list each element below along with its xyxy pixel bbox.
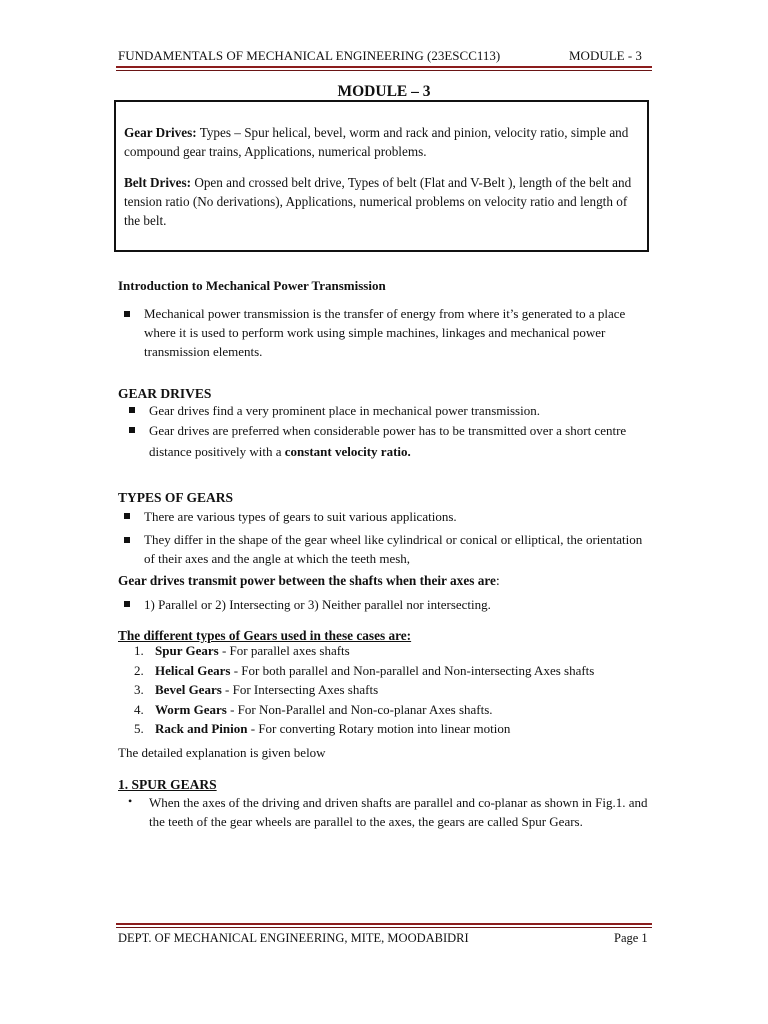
intro-heading: Introduction to Mechanical Power Transmission	[118, 278, 386, 293]
footer-rule-top	[116, 923, 652, 925]
footer-left: DEPT. OF MECHANICAL ENGINEERING, MITE, MOODABIDRI	[118, 931, 469, 945]
list-item: 4. Worm Gears - For Non-Parallel and Non-co-planar Axes shafts.	[134, 701, 493, 717]
transmit-power-text: Gear drives transmit power between the shafts when their axes are	[118, 573, 496, 588]
page-number: Page 1	[614, 931, 648, 945]
list-item: 2. Helical Gears - For both parallel and Non-parallel and Non-intersecting Axes shafts	[134, 662, 595, 678]
gear-drives-heading: GEAR DRIVES	[118, 386, 212, 401]
spur-gears-bullet: When the axes of the driving and driven shafts are parallel and co-planar as shown in Fig.1. and the teeth of the gear wheels are parallel to the axes, the gears are called Spur Gears.	[149, 795, 648, 829]
header-rule-bottom	[116, 70, 652, 71]
square-bullet-icon	[124, 537, 130, 543]
footer-rule-bottom	[116, 927, 652, 928]
intro-bullet: Mechanical power transmission is the transfer of energy from where it’s generated to a place where it is used to perform work using simple machines, linkages and mechanical power transmission elements.	[144, 306, 626, 359]
types-bullet-3: 1) Parallel or 2) Intersecting or 3) Neither parallel nor intersecting.	[144, 597, 491, 612]
dot-bullet-icon: •	[128, 794, 133, 808]
list-item: 1. Spur Gears - For parallel axes shafts	[134, 643, 350, 658]
header-left: FUNDAMENTALS OF MECHANICAL ENGINEERING (23ESCC113)	[118, 48, 501, 63]
transmit-power-line	[118, 571, 500, 590]
gear-drives-bullet-2	[149, 420, 649, 462]
list-item: 3. Bevel Gears - For Intersecting Axes shafts	[134, 682, 379, 697]
gear-drives-bullet-1: Gear drives find a very prominent place in mechanical power transmission.	[149, 403, 540, 418]
constant-velocity-ratio: constant velocity ratio.	[284, 444, 411, 459]
square-bullet-icon	[129, 427, 135, 433]
detailed-explanation: The detailed explanation is given below	[118, 745, 326, 760]
spur-gears-heading: 1. SPUR GEARS	[118, 777, 217, 792]
gear-drives-bullet-2-text: Gear drives are preferred when considerable power has to be transmitted over a short centre distance positively with a	[149, 423, 627, 459]
header-rule-top	[116, 66, 652, 68]
header-right: MODULE - 3	[569, 48, 642, 63]
square-bullet-icon	[129, 407, 135, 413]
gear-types-list-heading: The different types of Gears used in these cases are:	[118, 628, 412, 643]
gear-drives-text: Types – Spur helical, bevel, worm and rack and pinion, velocity ratio, simple and compound gear trains, Applications, numerical problems.	[124, 125, 629, 159]
belt-drives-label: Belt Drives:	[124, 175, 192, 190]
square-bullet-icon	[124, 513, 130, 519]
list-item: 5. Rack and Pinion - For converting Rotary motion into linear motion	[134, 721, 511, 736]
transmit-power-colon: :	[495, 573, 500, 588]
belt-drives-text: Open and crossed belt drive, Types of belt (Flat and V-Belt ), length of the belt and tension ratio (No derivations), Applications, numerical problems on velocity ratio and length of the belt.	[124, 175, 632, 228]
types-bullet-1: There are various types of gears to suit various applications.	[144, 509, 457, 524]
gear-drives-label: Gear Drives:	[124, 125, 197, 140]
belt-drives-syllabus	[124, 173, 639, 230]
square-bullet-icon	[124, 311, 130, 317]
module-title: MODULE – 3	[337, 83, 431, 100]
types-bullet-2: They differ in the shape of the gear wheel like cylindrical or conical or elliptical, the orientation of their axes and the angle at which the teeth mesh,	[144, 532, 643, 566]
types-of-gears-heading: TYPES OF GEARS	[118, 490, 234, 505]
gear-drives-syllabus	[124, 123, 639, 161]
square-bullet-icon	[124, 601, 130, 607]
gear-types-list	[134, 641, 654, 739]
